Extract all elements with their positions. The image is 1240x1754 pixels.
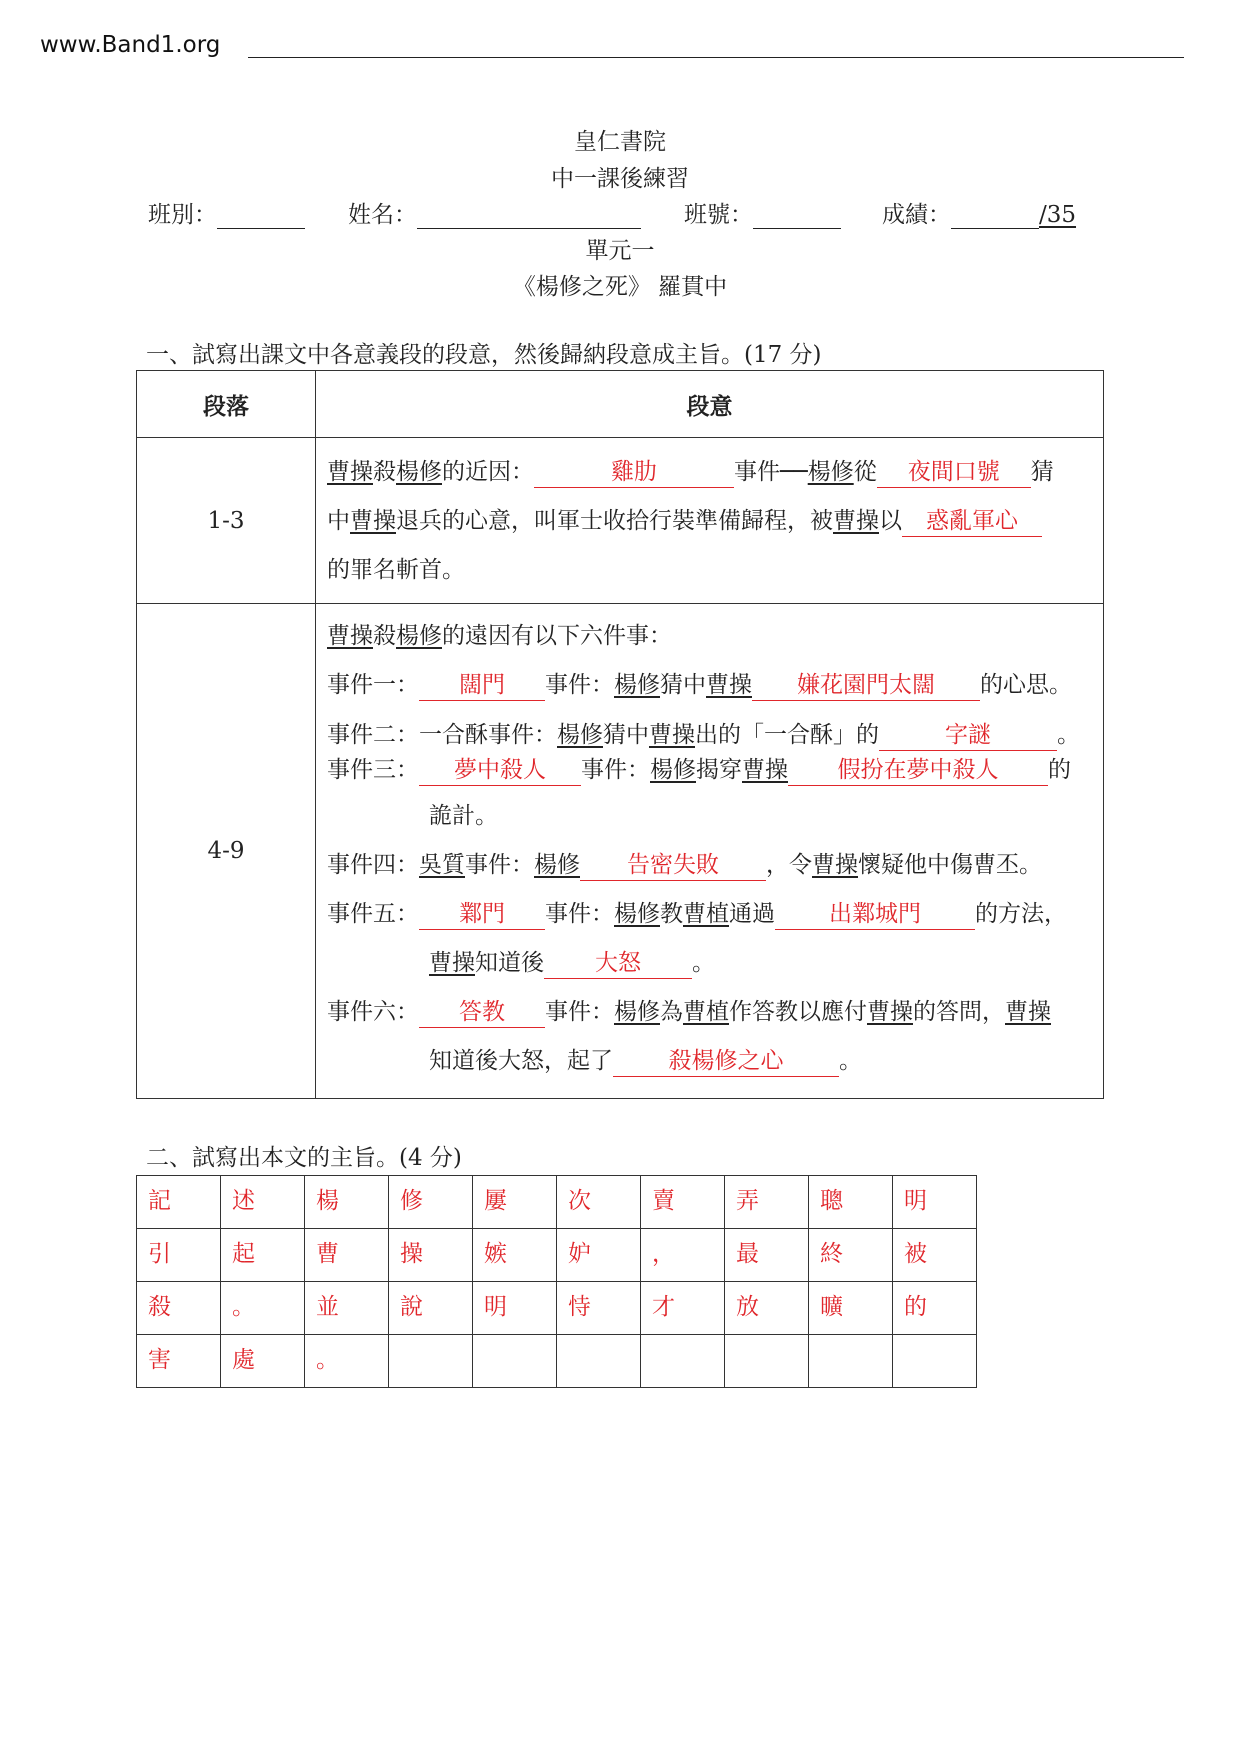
text: 猜中 xyxy=(603,722,649,748)
name-text: 曹操 xyxy=(327,623,373,649)
grid-cell[interactable]: 弄 xyxy=(725,1176,809,1229)
text: 事件： xyxy=(545,672,614,698)
q2-answer-grid xyxy=(136,1175,977,1388)
text: 教 xyxy=(660,901,683,927)
grid-cell[interactable]: 。 xyxy=(221,1282,305,1335)
text: 事件： xyxy=(465,852,534,878)
grid-cell[interactable] xyxy=(389,1335,473,1388)
text: 知道後 xyxy=(475,950,544,976)
name-text: 曹操 xyxy=(833,508,879,534)
grid-cell[interactable]: 的 xyxy=(893,1282,977,1335)
exercise-title: 中一課後練習 xyxy=(551,166,689,192)
para-number: 4-9 xyxy=(137,604,316,1099)
col-meaning-header: 段意 xyxy=(316,371,1104,438)
text: 從 xyxy=(853,459,877,485)
text: 殺 xyxy=(373,459,396,485)
score-label: 成績： xyxy=(882,202,951,228)
text: 的心思。 xyxy=(980,672,1072,698)
answer-field[interactable]: 夜間口號 xyxy=(877,457,1031,488)
grid-cell[interactable]: 妒 xyxy=(557,1229,641,1282)
grid-cell[interactable]: 嫉 xyxy=(473,1229,557,1282)
class-blank[interactable] xyxy=(217,204,305,229)
text: 為 xyxy=(660,999,683,1025)
para-meaning xyxy=(316,604,1104,1099)
grid-cell[interactable]: 殺 xyxy=(137,1282,221,1335)
text: 的 xyxy=(1048,757,1071,783)
name-text: 曹操 xyxy=(812,852,858,878)
grid-cell[interactable]: 最 xyxy=(725,1229,809,1282)
number-label: 班號： xyxy=(684,202,753,228)
para-number: 1-3 xyxy=(137,438,316,604)
text: 退兵的心意，叫軍士收拾行裝準備歸程，被 xyxy=(396,508,833,534)
name-text: 楊修 xyxy=(557,722,603,748)
event-label: 事件三： xyxy=(327,757,419,783)
name-text: 楊修 xyxy=(650,757,696,783)
text: 猜 xyxy=(1030,459,1054,485)
text: 揭穿 xyxy=(696,757,742,783)
grid-cell[interactable]: 賣 xyxy=(641,1176,725,1229)
grid-cell[interactable]: 明 xyxy=(473,1282,557,1335)
lesson-title: 《楊修之死》 羅貫中 xyxy=(512,274,728,300)
table-row xyxy=(137,604,1104,1099)
number-blank[interactable] xyxy=(753,204,841,229)
unit-title: 單元一 xyxy=(585,238,655,264)
answer-field[interactable]: 大怒 xyxy=(544,948,692,979)
text: 知道後大怒，起了 xyxy=(429,1048,613,1074)
answer-field[interactable]: 假扮在夢中殺人 xyxy=(788,755,1048,786)
grid-cell[interactable] xyxy=(473,1335,557,1388)
header-rule xyxy=(248,57,1184,58)
q1-header-row xyxy=(137,371,1104,438)
answer-field[interactable]: 鄴門 xyxy=(419,899,545,930)
name-text: 曹操 xyxy=(429,950,475,976)
grid-cell[interactable]: 才 xyxy=(641,1282,725,1335)
class-label: 班別： xyxy=(148,202,217,228)
text: 中 xyxy=(327,508,350,534)
text: 詭計。 xyxy=(429,803,498,829)
name-text: 曹操 xyxy=(742,757,788,783)
grid-cell[interactable]: 。 xyxy=(305,1335,389,1388)
grid-cell[interactable] xyxy=(809,1335,893,1388)
q2-title: 二、試寫出本文的主旨。(4 分) xyxy=(146,1145,462,1171)
text: 的罪名斬首。 xyxy=(327,557,465,583)
answer-field[interactable]: 夢中殺人 xyxy=(419,755,581,786)
grid-cell[interactable]: 害 xyxy=(137,1335,221,1388)
para-meaning xyxy=(316,438,1104,604)
event-label: 事件五： xyxy=(327,901,419,927)
event-label: 事件四： xyxy=(327,852,419,878)
grid-cell[interactable]: 修 xyxy=(389,1176,473,1229)
q1-table xyxy=(136,370,1104,1099)
grid-cell[interactable]: 明 xyxy=(893,1176,977,1229)
text: 事件── xyxy=(734,459,808,485)
answer-field[interactable]: 闊門 xyxy=(419,670,545,701)
table-row xyxy=(137,438,1104,604)
grid-cell[interactable]: 說 xyxy=(389,1282,473,1335)
grid-cell[interactable]: 恃 xyxy=(557,1282,641,1335)
text: 。 xyxy=(839,1048,862,1074)
answer-field[interactable]: 惑亂軍心 xyxy=(902,506,1042,537)
grid-cell[interactable]: 處 xyxy=(221,1335,305,1388)
grid-cell[interactable]: 被 xyxy=(893,1229,977,1282)
name-text: 楊修 xyxy=(396,623,442,649)
school-name: 皇仁書院 xyxy=(574,129,666,155)
name-text: 曹植 xyxy=(683,901,729,927)
grid-cell[interactable]: ， xyxy=(641,1229,725,1282)
grid-cell[interactable]: 屢 xyxy=(473,1176,557,1229)
name-field xyxy=(348,196,641,229)
answer-field[interactable]: 殺楊修之心 xyxy=(613,1046,839,1077)
text: 的答問， xyxy=(913,999,1005,1025)
answer-field[interactable]: 字謎 xyxy=(879,720,1057,751)
score-total: /35 xyxy=(1039,202,1077,228)
text: 的方法， xyxy=(975,901,1067,927)
grid-cell[interactable]: 起 xyxy=(221,1229,305,1282)
score-blank[interactable] xyxy=(951,204,1039,229)
col-para-header: 段落 xyxy=(137,371,316,438)
name-text: 曹植 xyxy=(683,999,729,1025)
name-text: 曹操 xyxy=(327,459,373,485)
name-text: 曹操 xyxy=(1005,999,1051,1025)
grid-cell[interactable] xyxy=(557,1335,641,1388)
event-label: 事件一： xyxy=(327,672,419,698)
grid-row xyxy=(137,1335,977,1388)
text: 猜中 xyxy=(660,672,706,698)
grid-cell[interactable] xyxy=(893,1335,977,1388)
text: 。 xyxy=(692,950,715,976)
name-text: 吳質 xyxy=(419,852,465,878)
name-text: 曹操 xyxy=(350,508,396,534)
event-label: 事件六： xyxy=(327,999,419,1025)
text: 出的「一合酥」的 xyxy=(695,722,879,748)
text: 一合酥事件： xyxy=(419,722,557,748)
grid-row xyxy=(137,1229,977,1282)
name-text: 楊修 xyxy=(614,672,660,698)
text: 。 xyxy=(1057,722,1080,748)
grid-cell[interactable]: 引 xyxy=(137,1229,221,1282)
grid-cell[interactable] xyxy=(725,1335,809,1388)
name-text: 楊修 xyxy=(534,852,580,878)
grid-cell[interactable]: 楊 xyxy=(305,1176,389,1229)
name-text: 曹操 xyxy=(706,672,752,698)
grid-cell[interactable]: 曹 xyxy=(305,1229,389,1282)
grid-cell[interactable]: 記 xyxy=(137,1176,221,1229)
q1-title: 一、試寫出課文中各意義段的段意，然後歸納段意成主旨。(17 分) xyxy=(146,342,822,368)
text: 作答教以應付 xyxy=(729,999,867,1025)
name-label: 姓名： xyxy=(348,202,417,228)
grid-cell[interactable]: 曠 xyxy=(809,1282,893,1335)
name-text: 楊修 xyxy=(807,459,854,485)
grid-cell[interactable]: 聰 xyxy=(809,1176,893,1229)
name-text: 楊修 xyxy=(614,999,660,1025)
grid-cell[interactable]: 放 xyxy=(725,1282,809,1335)
answer-field[interactable]: 雞肋 xyxy=(534,457,734,488)
grid-row xyxy=(137,1282,977,1335)
text: 殺 xyxy=(373,623,396,649)
grid-cell[interactable]: 並 xyxy=(305,1282,389,1335)
text: 的近因： xyxy=(442,459,534,485)
class-field xyxy=(148,196,305,229)
site-url: www.Band1.org xyxy=(40,32,221,58)
grid-cell[interactable]: 述 xyxy=(221,1176,305,1229)
score-field xyxy=(882,196,1076,229)
name-text: 曹操 xyxy=(867,999,913,1025)
answer-field[interactable]: 答教 xyxy=(419,997,545,1028)
name-text: 曹操 xyxy=(649,722,695,748)
name-text: 楊修 xyxy=(396,459,442,485)
name-text: 楊修 xyxy=(614,901,660,927)
text: 事件： xyxy=(545,999,614,1025)
grid-cell[interactable] xyxy=(641,1335,725,1388)
number-field xyxy=(684,196,841,229)
text: 的遠因有以下六件事： xyxy=(442,623,672,649)
text: 以 xyxy=(879,508,902,534)
text: 通過 xyxy=(729,901,775,927)
grid-cell[interactable]: 終 xyxy=(809,1229,893,1282)
grid-cell[interactable]: 次 xyxy=(557,1176,641,1229)
answer-field[interactable]: 告密失敗 xyxy=(580,850,766,881)
name-blank[interactable] xyxy=(417,204,641,229)
grid-cell[interactable]: 操 xyxy=(389,1229,473,1282)
answer-field[interactable]: 出鄴城門 xyxy=(775,899,975,930)
text: ，令 xyxy=(766,852,812,878)
text: 事件： xyxy=(581,757,650,783)
grid-row xyxy=(137,1176,977,1229)
text: 事件： xyxy=(545,901,614,927)
event-label: 事件二： xyxy=(327,722,419,748)
answer-field[interactable]: 嫌花園門太闊 xyxy=(752,670,980,701)
text: 懷疑他中傷曹丕。 xyxy=(858,852,1042,878)
